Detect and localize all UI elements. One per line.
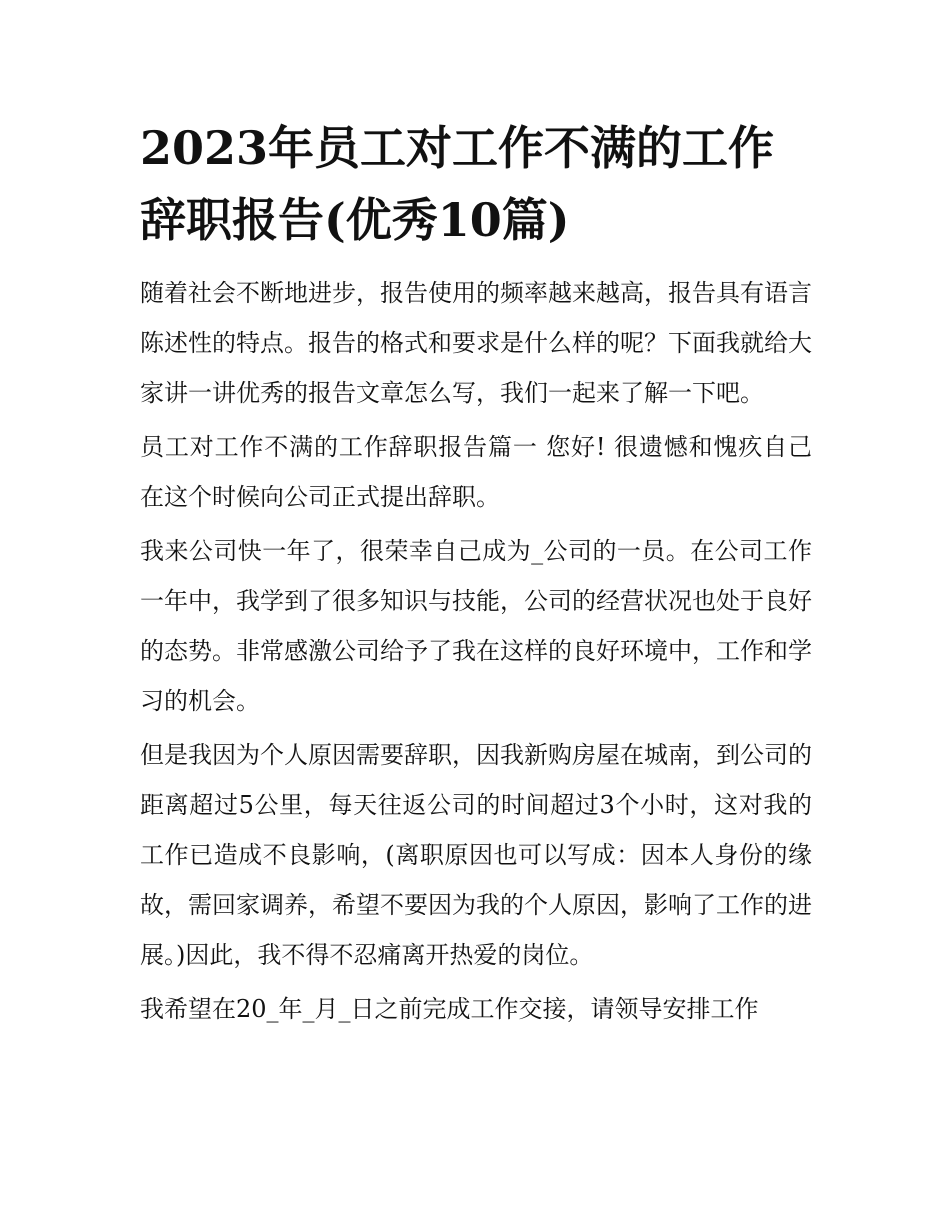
paragraph-intro: 随着社会不断地进步，报告使用的频率越来越高，报告具有语言陈述性的特点。报告的格式和要求是什么样的呢？下面我就给大家讲一讲优秀的报告文章怎么写，我们一起来了解一下吧。	[140, 279, 812, 407]
paragraph-handover: 我希望在20_年_月_日之前完成工作交接，请领导安排工作	[140, 995, 759, 1023]
document-title: 2023年员工对工作不满的工作辞职报告(优秀10篇)	[140, 121, 775, 247]
paragraph-gratitude: 我来公司快一年了，很荣幸自己成为_公司的一员。在公司工作一年中，我学到了很多知识与技能，公司的经营状况也处于良好的态势。非常感激公司给予了我在这样的良好环境中，工作和学习的机会。	[140, 537, 812, 715]
paragraph-reason: 但是我因为个人原因需要辞职，因我新购房屋在城南，到公司的距离超过5公里，每天往返公司的时间超过3个小时，这对我的工作已造成不良影响，(离职原因也可以写成：因本人身份的缘故，需回家调养，希望不要因为我的个人原因，影响了工作的进展。)因此，我不得不忍痛离开热爱的岗位。	[140, 741, 812, 969]
paragraph-opening: 员工对工作不满的工作辞职报告篇一 您好! 很遗憾和愧疚自己在这个时候向公司正式提出辞职。	[140, 433, 812, 511]
document-body	[140, 112, 812, 1038]
